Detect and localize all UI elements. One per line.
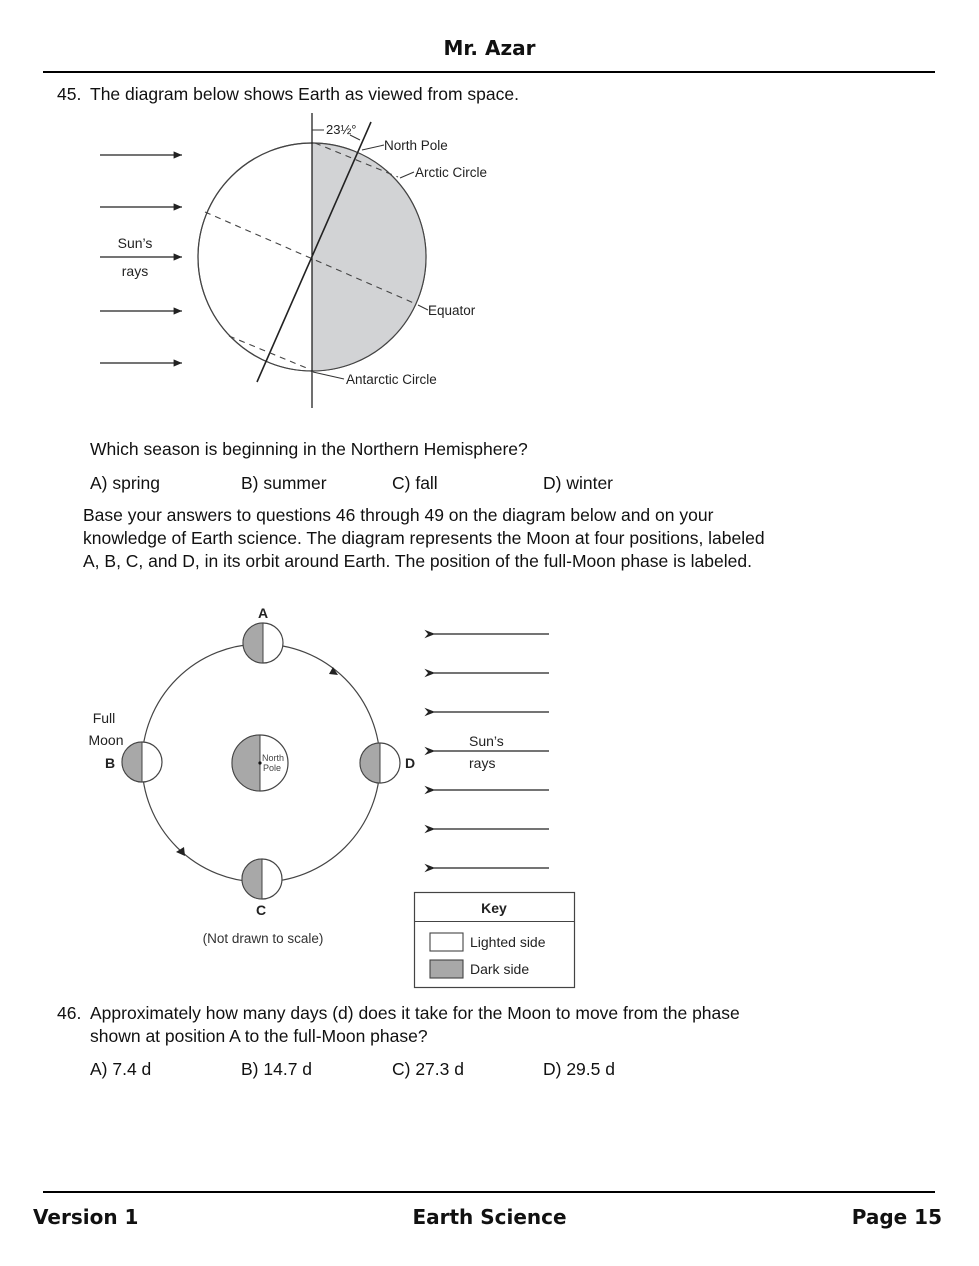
moon-label: Moon — [88, 732, 124, 748]
intro-line-1: Base your answers to questions 46 through 49 on the diagram below and on your — [83, 505, 714, 525]
north-pole-label: North Pole — [384, 138, 448, 153]
full-label: Full — [92, 710, 116, 726]
key-dark-label: Dark side — [470, 961, 530, 977]
sun-rays-arrows — [434, 634, 549, 868]
rays-label: rays — [121, 263, 149, 279]
sun-rays-arrows — [100, 155, 182, 363]
position-b-label: B — [104, 755, 116, 771]
earth-diagram — [0, 0, 979, 420]
question-45-text: Which season is beginning in the Northern Hemisphere? — [90, 439, 528, 459]
not-to-scale-note: (Not drawn to scale) — [202, 931, 324, 946]
position-c-label: C — [255, 902, 267, 918]
position-d-label: D — [404, 755, 416, 771]
question-46-line-2: shown at position A to the full-Moon phase? — [90, 1026, 428, 1046]
equator-label: Equator — [428, 303, 476, 318]
footer-subject: Earth Science — [412, 1205, 567, 1229]
q46-option-b[interactable]: B) 14.7 d — [241, 1059, 313, 1079]
moon-b — [122, 742, 162, 782]
q45-option-d[interactable]: D) winter — [543, 473, 614, 493]
footer-page-number: Page 15 — [851, 1205, 942, 1229]
q45-option-b[interactable]: B) summer — [241, 473, 327, 493]
key-dark-swatch — [430, 960, 463, 978]
page-header-title: Mr. Azar — [443, 36, 536, 60]
moon-d — [360, 743, 400, 783]
key-lighted-swatch — [430, 933, 463, 951]
pole-label: Pole — [263, 763, 282, 773]
moon-a — [243, 623, 283, 663]
question-46-number: 46. — [57, 1003, 82, 1023]
q46-option-d[interactable]: D) 29.5 d — [543, 1059, 615, 1079]
moon-orbit-diagram — [0, 590, 979, 1000]
antarctic-circle-label: Antarctic Circle — [346, 372, 437, 387]
key-legend — [415, 893, 575, 988]
question-45-stem: The diagram below shows Earth as viewed from space. — [90, 84, 519, 104]
tilt-angle-label: 23½° — [326, 122, 357, 137]
intro-line-3: A, B, C, and D, in its orbit around Earth. The position of the full-Moon phase is labeled. — [83, 551, 752, 571]
q46-option-a[interactable]: A) 7.4 d — [90, 1059, 152, 1079]
key-lighted-label: Lighted side — [470, 934, 546, 950]
footer-version: Version 1 — [33, 1205, 139, 1229]
rays-label: rays — [469, 755, 496, 771]
north-label: North — [262, 753, 285, 763]
q45-option-c[interactable]: C) fall — [392, 473, 438, 493]
footer-rule — [43, 1191, 935, 1193]
suns-label: Sun’s — [117, 235, 153, 251]
position-a-label: A — [257, 605, 269, 621]
q45-option-a[interactable]: A) spring — [90, 473, 161, 493]
question-46-line-1: Approximately how many days (d) does it take for the Moon to move from the phase — [90, 1003, 740, 1023]
key-title: Key — [481, 900, 507, 916]
arctic-circle-label: Arctic Circle — [415, 165, 488, 180]
q46-option-c[interactable]: C) 27.3 d — [392, 1059, 464, 1079]
earth-center — [232, 735, 288, 791]
suns-label: Sun’s — [469, 733, 504, 749]
question-45-number: 45. — [57, 84, 82, 104]
intro-line-2: knowledge of Earth science. The diagram represents the Moon at four positions, labeled — [83, 528, 765, 548]
moon-c — [242, 859, 282, 899]
